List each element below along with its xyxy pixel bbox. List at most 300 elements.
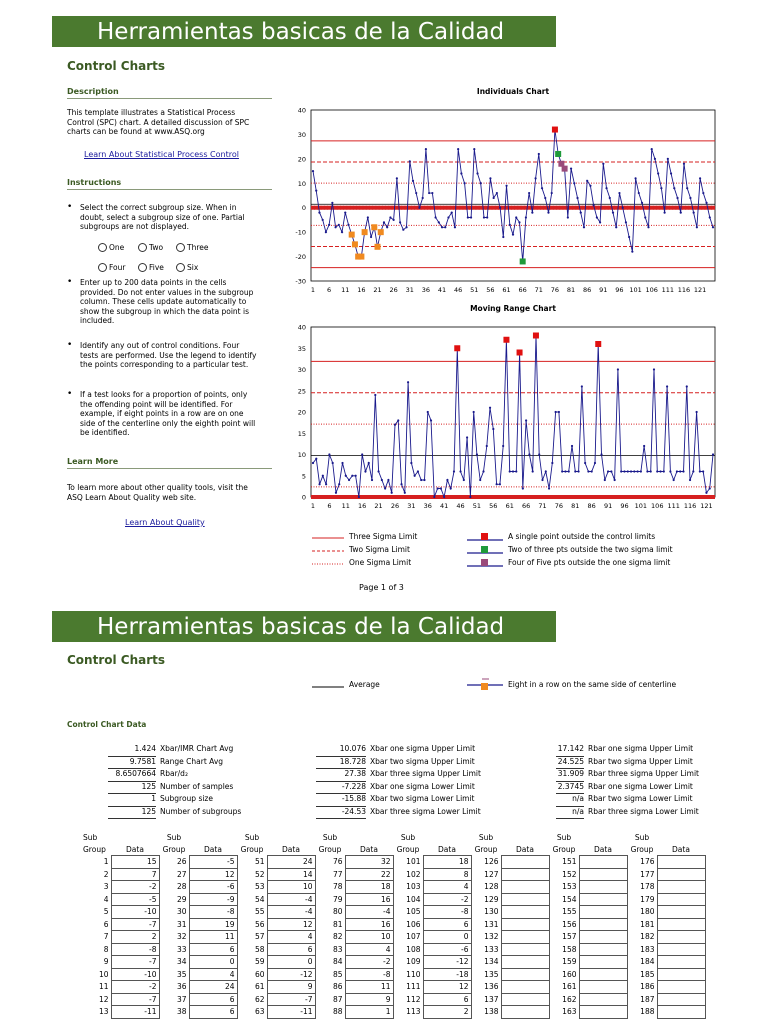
two-of-three-flag — [555, 151, 561, 157]
subgroup-cell: 10 — [98, 969, 109, 979]
data-cell[interactable] — [501, 968, 549, 981]
data-cell[interactable]: -4 — [267, 906, 315, 919]
data-cell[interactable]: -5 — [111, 893, 159, 906]
subgroup-cell: 51 — [254, 857, 265, 867]
x-tick-label: 31 — [407, 502, 416, 510]
data-point — [412, 180, 414, 182]
data-point — [605, 187, 607, 189]
data-cell[interactable] — [657, 856, 705, 869]
data-cell[interactable]: 4 — [345, 943, 393, 956]
data-cell[interactable]: 4 — [423, 881, 471, 894]
data-cell[interactable] — [501, 906, 549, 919]
data-cell[interactable] — [501, 868, 549, 881]
data-cell[interactable] — [579, 868, 627, 881]
data-point — [428, 192, 430, 194]
learn-more-text: To learn more about other quality tools, visit the ASQ Learn About Quality web site. — [67, 483, 248, 502]
data-cell[interactable]: 14 — [267, 868, 315, 881]
data-cell[interactable]: 6 — [189, 1006, 237, 1019]
data-cell[interactable] — [501, 981, 549, 994]
data-cell[interactable]: -18 — [423, 968, 471, 981]
data-point — [676, 197, 678, 199]
data-cell[interactable]: -12 — [423, 956, 471, 969]
data-cell[interactable]: 1 — [345, 1006, 393, 1019]
left-stat-row — [108, 768, 308, 781]
data-cell[interactable] — [501, 856, 549, 869]
data-cell[interactable] — [657, 1006, 705, 1019]
data-cell[interactable] — [501, 931, 549, 944]
col-header: Sub — [634, 833, 650, 843]
right-stat-row — [556, 768, 768, 781]
one-sigma-swatch — [312, 561, 344, 567]
data-point — [483, 216, 485, 218]
stat-label: Subgroup size — [160, 794, 213, 803]
subgroup-cell: 112 — [406, 994, 421, 1004]
data-cell[interactable]: -7 — [111, 918, 159, 931]
data-point — [614, 479, 616, 481]
table-row — [81, 893, 705, 906]
data-cell[interactable]: -2 — [423, 893, 471, 906]
data-point — [312, 462, 314, 464]
radio-six[interactable]: Six — [176, 263, 198, 272]
data-point — [525, 216, 527, 218]
radio-two[interactable]: Two — [138, 243, 163, 252]
y-tick-label: 35 — [297, 344, 306, 353]
data-cell[interactable] — [657, 968, 705, 981]
data-cell[interactable]: -12 — [267, 968, 315, 981]
subgroup-cell: 182 — [640, 932, 655, 942]
x-tick-label: 106 — [651, 502, 664, 510]
average-swatch — [312, 682, 344, 688]
data-cell[interactable] — [501, 956, 549, 969]
data-point — [659, 470, 661, 472]
data-cell[interactable] — [657, 943, 705, 956]
data-cell[interactable] — [501, 918, 549, 931]
instruction-item-2: • Enter up to 200 data points in the cells provided. Do not enter values in the subgroup column. These cells update automatically to show the subgroup in which the data point is included. — [67, 277, 254, 325]
x-tick-label: 21 — [373, 286, 382, 294]
right-stat-row — [556, 793, 768, 806]
data-point — [656, 470, 658, 472]
data-point — [400, 483, 402, 485]
data-cell[interactable] — [579, 918, 627, 931]
subgroup-cell: 2 — [103, 869, 109, 879]
data-cell[interactable]: 0 — [189, 956, 237, 969]
data-point — [512, 233, 514, 235]
data-point — [548, 487, 550, 489]
data-point — [505, 185, 507, 187]
stat-label: Rbar/d₂ — [160, 769, 188, 778]
col-header: Group — [630, 845, 654, 854]
subgroup-cell: 13 — [98, 1007, 109, 1017]
data-cell[interactable]: -4 — [267, 893, 315, 906]
data-cell[interactable]: 6 — [423, 918, 471, 931]
stat-value: 2.3745 — [556, 781, 584, 795]
spc-link[interactable]: Learn About Statistical Process Control — [84, 150, 239, 159]
data-cell[interactable]: 15 — [111, 856, 159, 869]
col-header: Group — [318, 845, 342, 854]
subgroup-cell: 110 — [406, 969, 421, 979]
data-cell[interactable]: -7 — [267, 993, 315, 1006]
data-cell[interactable]: -6 — [189, 881, 237, 894]
stat-value: n/a — [556, 806, 584, 820]
data-point — [479, 479, 481, 481]
eight-in-row-flag — [358, 254, 364, 260]
subgroup-cell: 135 — [484, 969, 499, 979]
data-point — [405, 226, 407, 228]
x-tick-label: 116 — [677, 286, 691, 294]
y-tick-label: 20 — [297, 408, 306, 417]
data-cell[interactable]: -10 — [111, 906, 159, 919]
data-cell[interactable]: -2 — [111, 881, 159, 894]
subgroup-cell: 184 — [640, 957, 655, 967]
data-cell[interactable]: 0 — [423, 931, 471, 944]
subgroup-cell: 180 — [640, 907, 655, 917]
data-point — [676, 470, 678, 472]
data-point — [338, 483, 340, 485]
x-tick-label: 86 — [587, 502, 596, 510]
data-point — [696, 226, 698, 228]
data-cell[interactable]: 9 — [345, 993, 393, 1006]
data-point — [486, 216, 488, 218]
data-point — [673, 187, 675, 189]
data-cell[interactable]: 9 — [267, 981, 315, 994]
data-point — [518, 221, 520, 223]
data-cell[interactable]: -9 — [189, 893, 237, 906]
x-tick-label: 111 — [661, 286, 675, 294]
data-point — [643, 445, 645, 447]
data-point — [528, 453, 530, 455]
data-cell[interactable]: 12 — [423, 981, 471, 994]
instruction-item-3: • Identify any out of control conditions. Four tests are performed. Use the legend to identify the points corresponding to a particular test. — [67, 340, 257, 369]
data-point — [364, 470, 366, 472]
table-row — [81, 993, 705, 1006]
data-cell[interactable] — [657, 906, 705, 919]
data-cell[interactable] — [657, 868, 705, 881]
data-point — [341, 231, 343, 233]
baseline-marker — [711, 495, 715, 499]
y-tick-label: 0 — [301, 204, 306, 213]
y-tick-label: 30 — [297, 130, 306, 139]
data-cell[interactable]: -8 — [111, 943, 159, 956]
data-cell[interactable] — [579, 956, 627, 969]
y-tick-label: 40 — [297, 106, 306, 115]
data-point — [473, 148, 475, 150]
data-point — [467, 216, 469, 218]
stat-value: 9.7581 — [108, 756, 156, 770]
y-tick-label: 0 — [301, 493, 306, 502]
data-cell[interactable]: 6 — [267, 943, 315, 956]
data-point — [489, 407, 491, 409]
subgroup-cell: 80 — [332, 907, 343, 917]
table-row — [81, 868, 705, 881]
subgroup-cell: 76 — [332, 857, 343, 867]
data-point — [436, 487, 438, 489]
table-row — [81, 856, 705, 869]
data-cell[interactable] — [579, 968, 627, 981]
subgroup-cell: 153 — [562, 882, 577, 892]
stat-value: 125 — [108, 781, 156, 795]
data-cell[interactable] — [579, 856, 627, 869]
data-cell[interactable] — [657, 956, 705, 969]
subgroup-cell: 8 — [103, 944, 109, 954]
subgroup-cell: 33 — [176, 944, 187, 954]
data-point — [544, 197, 546, 199]
quality-link[interactable]: Learn About Quality — [125, 518, 205, 527]
eight-in-row-flag — [378, 229, 384, 235]
data-cell[interactable] — [657, 993, 705, 1006]
x-tick-label: 121 — [700, 502, 713, 510]
x-tick-label: 116 — [683, 502, 697, 510]
data-cell[interactable]: 18 — [345, 881, 393, 894]
data-cell[interactable]: -8 — [189, 906, 237, 919]
four-of-five-swatch — [467, 558, 503, 570]
data-point — [712, 226, 714, 228]
individuals-chart — [287, 85, 717, 305]
table-row — [81, 918, 705, 931]
data-cell[interactable]: -6 — [423, 943, 471, 956]
subgroup-cell: 162 — [562, 994, 577, 1004]
data-cell[interactable]: -5 — [189, 856, 237, 869]
subgroup-cell: 27 — [176, 869, 187, 879]
data-point — [417, 470, 419, 472]
radio-one[interactable]: One — [98, 243, 124, 252]
mid-stat-row — [316, 756, 546, 769]
data-point — [438, 221, 440, 223]
baseline-marker — [711, 206, 715, 210]
subgroup-cell: 81 — [332, 919, 343, 929]
subgroup-cell: 154 — [562, 894, 577, 904]
x-tick-label: 76 — [550, 286, 560, 294]
data-point — [486, 445, 488, 447]
data-point — [625, 221, 627, 223]
subgroup-cell: 34 — [176, 957, 187, 967]
data-cell[interactable]: -4 — [345, 906, 393, 919]
subgroup-cell: 5 — [103, 907, 109, 917]
data-point — [696, 411, 698, 413]
data-cell[interactable]: -11 — [267, 1006, 315, 1019]
data-cell[interactable]: 12 — [267, 918, 315, 931]
data-cell[interactable]: 11 — [189, 931, 237, 944]
x-tick-label: 66 — [521, 502, 531, 510]
col-header: Data — [282, 844, 300, 854]
data-cell[interactable]: 2 — [111, 931, 159, 944]
data-cell[interactable]: 22 — [345, 868, 393, 881]
data-cell[interactable] — [501, 893, 549, 906]
x-tick-label: 36 — [423, 502, 432, 510]
col-header: Data — [438, 844, 456, 854]
data-cell[interactable] — [579, 981, 627, 994]
data-point — [630, 470, 632, 472]
data-point — [699, 470, 701, 472]
data-point — [618, 192, 620, 194]
data-cell[interactable]: 24 — [189, 981, 237, 994]
stat-label: Number of samples — [160, 781, 234, 791]
radio-three[interactable]: Three — [176, 243, 208, 252]
data-cell[interactable] — [579, 893, 627, 906]
data-point — [499, 207, 501, 209]
subgroup-cell: 183 — [640, 944, 655, 954]
data-cell[interactable]: 0 — [267, 956, 315, 969]
x-tick-label: 121 — [693, 286, 707, 294]
data-point — [322, 219, 324, 221]
data-cell[interactable]: 10 — [345, 931, 393, 944]
data-cell[interactable]: -8 — [423, 906, 471, 919]
eight-in-row-flag — [371, 224, 377, 230]
data-cell[interactable]: 16 — [345, 918, 393, 931]
data-point — [318, 483, 320, 485]
data-cell[interactable] — [657, 981, 705, 994]
data-point — [599, 221, 601, 223]
data-cell[interactable]: 4 — [267, 931, 315, 944]
data-cell[interactable]: -7 — [111, 956, 159, 969]
subgroup-cell: 77 — [332, 869, 343, 879]
subgroup-cell: 186 — [640, 982, 655, 992]
subgroup-cell: 163 — [562, 1007, 577, 1017]
stat-label: Rbar two sigma Upper Limit — [588, 756, 693, 766]
subgroup-cell: 35 — [176, 969, 187, 979]
stat-value: 24.525 — [556, 756, 584, 770]
data-cell[interactable] — [501, 943, 549, 956]
moving-range-chart — [287, 303, 717, 521]
y-tick-label: 25 — [297, 387, 306, 396]
x-tick-label: 11 — [341, 502, 350, 510]
radio-four[interactable]: Four — [98, 263, 125, 272]
data-point — [374, 394, 376, 396]
data-cell[interactable]: 19 — [189, 918, 237, 931]
data-cell[interactable]: 11 — [345, 981, 393, 994]
data-point — [444, 226, 446, 228]
data-point — [386, 226, 388, 228]
data-cell[interactable] — [657, 918, 705, 931]
stat-value: 1 — [108, 793, 156, 807]
data-point — [633, 470, 635, 472]
data-cell[interactable]: 16 — [345, 893, 393, 906]
data-cell[interactable] — [657, 893, 705, 906]
two-of-three-swatch — [467, 545, 503, 557]
data-cell[interactable] — [501, 881, 549, 894]
data-point — [492, 428, 494, 430]
x-tick-label: 31 — [405, 286, 414, 294]
data-cell[interactable] — [579, 943, 627, 956]
data-point — [396, 177, 398, 179]
data-cell[interactable]: 12 — [189, 868, 237, 881]
subgroup-cell: 88 — [332, 1007, 343, 1017]
y-tick-label: 30 — [297, 366, 306, 374]
data-cell[interactable]: 4 — [189, 968, 237, 981]
data-cell[interactable]: -2 — [111, 981, 159, 994]
data-cell[interactable]: 24 — [267, 856, 315, 869]
subgroup-cell: 136 — [484, 982, 499, 992]
data-point — [600, 453, 602, 455]
subgroup-cell: 181 — [640, 919, 655, 929]
mid-stat-row — [316, 793, 546, 806]
x-tick-label: 111 — [667, 502, 680, 510]
data-cell[interactable]: 6 — [189, 943, 237, 956]
data-point — [589, 185, 591, 187]
data-cell[interactable]: 7 — [111, 868, 159, 881]
instruction-item-1: • Select the correct subgroup size. When in doubt, select a subgroup size of one. Partial subgroups are not displayed. — [67, 202, 245, 231]
data-point — [602, 163, 604, 165]
data-point — [667, 158, 669, 160]
data-point — [558, 411, 560, 413]
y-tick-label: 40 — [297, 323, 306, 332]
data-point — [577, 470, 579, 472]
x-tick-label: 6 — [327, 502, 332, 510]
data-point — [636, 470, 638, 472]
subgroup-cell: 78 — [332, 882, 343, 892]
data-cell[interactable]: 6 — [423, 993, 471, 1006]
data-cell[interactable] — [579, 906, 627, 919]
subgroup-cell: 85 — [332, 969, 343, 979]
data-cell[interactable] — [657, 931, 705, 944]
data-point — [576, 197, 578, 199]
data-point — [422, 197, 424, 199]
subgroup-cell: 52 — [254, 869, 265, 879]
data-cell[interactable] — [579, 1006, 627, 1019]
data-cell[interactable] — [579, 993, 627, 1006]
table-row — [81, 906, 705, 919]
data-cell[interactable]: -10 — [111, 968, 159, 981]
data-cell[interactable]: 6 — [189, 993, 237, 1006]
data-point — [415, 192, 417, 194]
data-cell[interactable] — [657, 881, 705, 894]
data-cell[interactable]: -8 — [345, 968, 393, 981]
data-point — [402, 229, 404, 231]
data-cell[interactable]: 32 — [345, 856, 393, 869]
data-point — [361, 453, 363, 455]
col-header: Data — [126, 844, 144, 854]
mid-stat-row — [316, 743, 546, 756]
data-point — [450, 487, 452, 489]
data-cell[interactable] — [501, 1006, 549, 1019]
stat-value: 31.909 — [556, 768, 584, 782]
col-header: Group — [83, 845, 106, 854]
data-cell[interactable]: -7 — [111, 993, 159, 1006]
data-point — [338, 224, 340, 226]
data-point — [509, 470, 511, 472]
data-point — [612, 212, 614, 214]
data-cell[interactable] — [501, 993, 549, 1006]
subgroup-cell: 29 — [176, 894, 187, 904]
data-point — [693, 212, 695, 214]
subgroup-cell: 84 — [332, 957, 343, 967]
data-point — [425, 148, 427, 150]
x-tick-label: 86 — [583, 286, 592, 294]
radio-five[interactable]: Five — [138, 263, 164, 272]
data-cell[interactable]: 10 — [267, 881, 315, 894]
data-cell[interactable]: 18 — [423, 856, 471, 869]
data-cell[interactable]: -11 — [111, 1006, 159, 1019]
data-point — [509, 224, 511, 226]
data-cell[interactable]: 2 — [423, 1006, 471, 1019]
subgroup-cell: 26 — [176, 857, 187, 867]
y-tick-label: 10 — [297, 451, 306, 459]
x-tick-label: 81 — [571, 502, 580, 510]
subgroup-cell: 156 — [562, 919, 577, 929]
left-stat-row — [108, 806, 308, 819]
x-tick-label: 61 — [502, 286, 511, 294]
data-point — [418, 207, 420, 209]
data-cell[interactable]: -2 — [345, 956, 393, 969]
data-cell[interactable] — [579, 931, 627, 944]
data-cell[interactable]: 8 — [423, 868, 471, 881]
data-cell[interactable] — [579, 881, 627, 894]
data-point — [660, 187, 662, 189]
data-point — [496, 483, 498, 485]
subgroup-cell: 159 — [562, 957, 577, 967]
eight-in-row-flag — [362, 229, 368, 235]
stat-value: n/a — [556, 793, 584, 807]
table-row — [81, 981, 705, 994]
